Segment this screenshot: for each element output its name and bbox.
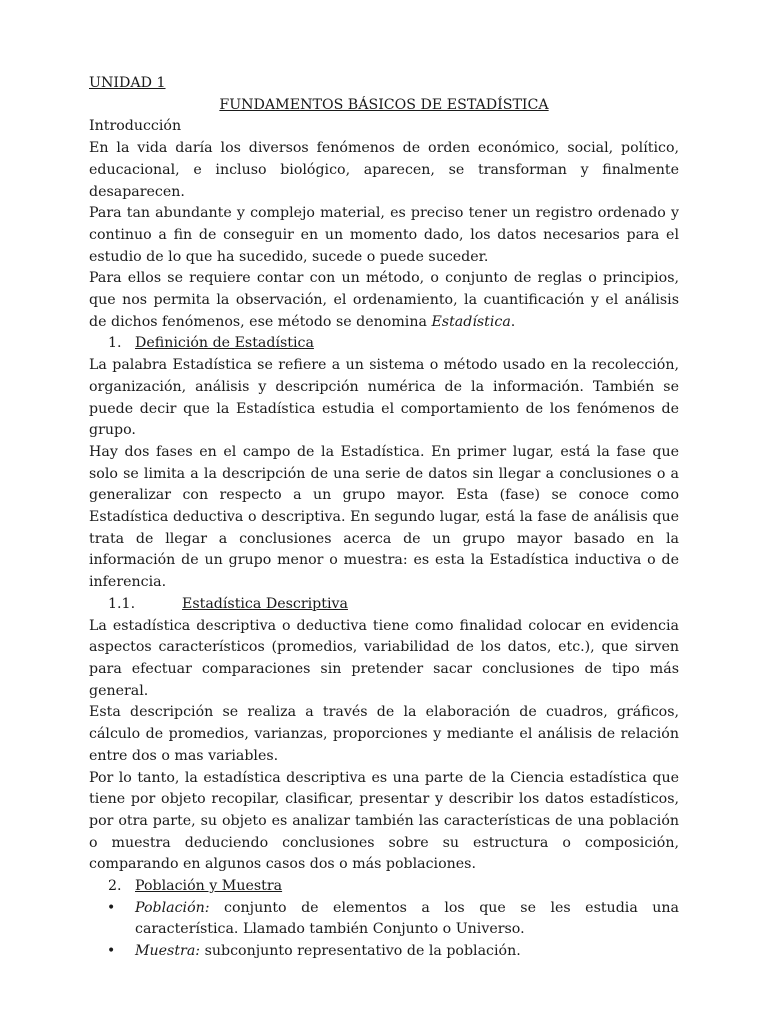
section-1-1-paragraph-1: La estadística descriptiva o deductiva tiene como finalidad colocar en evidencia aspectos característicos (promedios, variabilidad de los datos, etc.), que sirven para efectuar comparaciones sin pretender sacar conclusiones de tipo más general. <box>89 617 679 699</box>
intro-heading: Introducción <box>89 118 182 135</box>
intro-paragraph-2: Para tan abundante y complejo material, es preciso tener un registro ordenado y continuo a fin de conseguir en un momento dado, los datos necesarios para el estudio de lo que ha sucedido, sucede o puede suceder. <box>89 205 679 265</box>
unit-label: UNIDAD 1 <box>89 75 166 91</box>
section-2-number: 2. <box>108 878 122 895</box>
section-1-1-heading <box>89 594 679 616</box>
poblacion-definition: conjunto de elementos a los que se les estudia una característica. Llamado también Conjunto o Universo. <box>135 899 679 938</box>
list-item-text <box>135 941 679 963</box>
intro-paragraph-3 <box>89 268 679 333</box>
bullet-icon: • <box>107 899 116 916</box>
section-1-paragraph-2: Hay dos fases en el campo de la Estadística. En primer lugar, está la fase que solo se limita a la descripción de una serie de datos sin llegar a conclusiones o a generalizar con respecto a un grupo mayor. Esta (fase) se conoce como Estadística deductiva o descriptiva. En segundo lugar, está la fase de análisis que trata de llegar a conclusiones acerca de un grupo mayor basado en la información de un grupo menor o muestra: es esta la Estadística inductiva o de inferencia. <box>89 443 679 591</box>
section-1-heading <box>89 333 679 355</box>
section-1-paragraph-1: La palabra Estadística se refiere a un sistema o método usado en la recolección, organización, análisis y descripción numérica de la información. También se puede decir que la Estadística estudia el comportamiento de los fenómenos de grupo. <box>89 357 679 439</box>
document-page <box>89 73 679 963</box>
section-2-title: Población y Muestra <box>135 878 283 895</box>
document-title: FUNDAMENTOS BÁSICOS DE ESTADÍSTICA <box>219 96 549 113</box>
list-item <box>89 941 679 963</box>
poblacion-term: Población: <box>135 899 210 916</box>
section-1-1-paragraph-2: Esta descripción se realiza a través de la elaboración de cuadros, gráficos, cálculo de promedios, varianzas, proporciones y mediante el análisis de relación entre dos o mas variables. <box>89 704 679 764</box>
section-1-number: 1. <box>108 335 122 352</box>
intro-p3-text: Para ellos se requiere contar con un método, o conjunto de reglas o principios, que nos permita la observación, el ordenamiento, la cuantificación y el análisis de dichos fenómenos, ese método se denomina <box>89 270 679 330</box>
section-1-title: Definición de Estadística <box>135 335 314 352</box>
section-2-heading <box>89 876 679 898</box>
section-1-1-title: Estadística Descriptiva <box>182 595 348 612</box>
list-item <box>89 898 679 941</box>
intro-p3-end: . <box>510 313 516 330</box>
muestra-term: Muestra: <box>135 943 201 960</box>
bullet-icon: • <box>107 943 116 960</box>
intro-paragraph-1: En la vida daría los diversos fenómenos de orden económico, social, político, educacional, e incluso biológico, aparecen, se transforman y finalmente desaparecen. <box>89 140 679 200</box>
list-item-text <box>135 898 679 941</box>
section-1-1-paragraph-3: Por lo tanto, la estadística descriptiva es una parte de la Ciencia estadística que tiene por objeto recopilar, clasificar, presentar y describir los datos estadísticos, por otra parte, su objeto es analizar también las características de una población o muestra deduciendo conclusiones sobre su estructura o composición, comparando en algunos casos dos o más poblaciones. <box>89 769 679 873</box>
muestra-definition: subconjunto representativo de la población. <box>200 943 521 960</box>
section-1-1-number: 1.1. <box>108 595 136 612</box>
estadistica-term: Estadística <box>431 313 511 330</box>
